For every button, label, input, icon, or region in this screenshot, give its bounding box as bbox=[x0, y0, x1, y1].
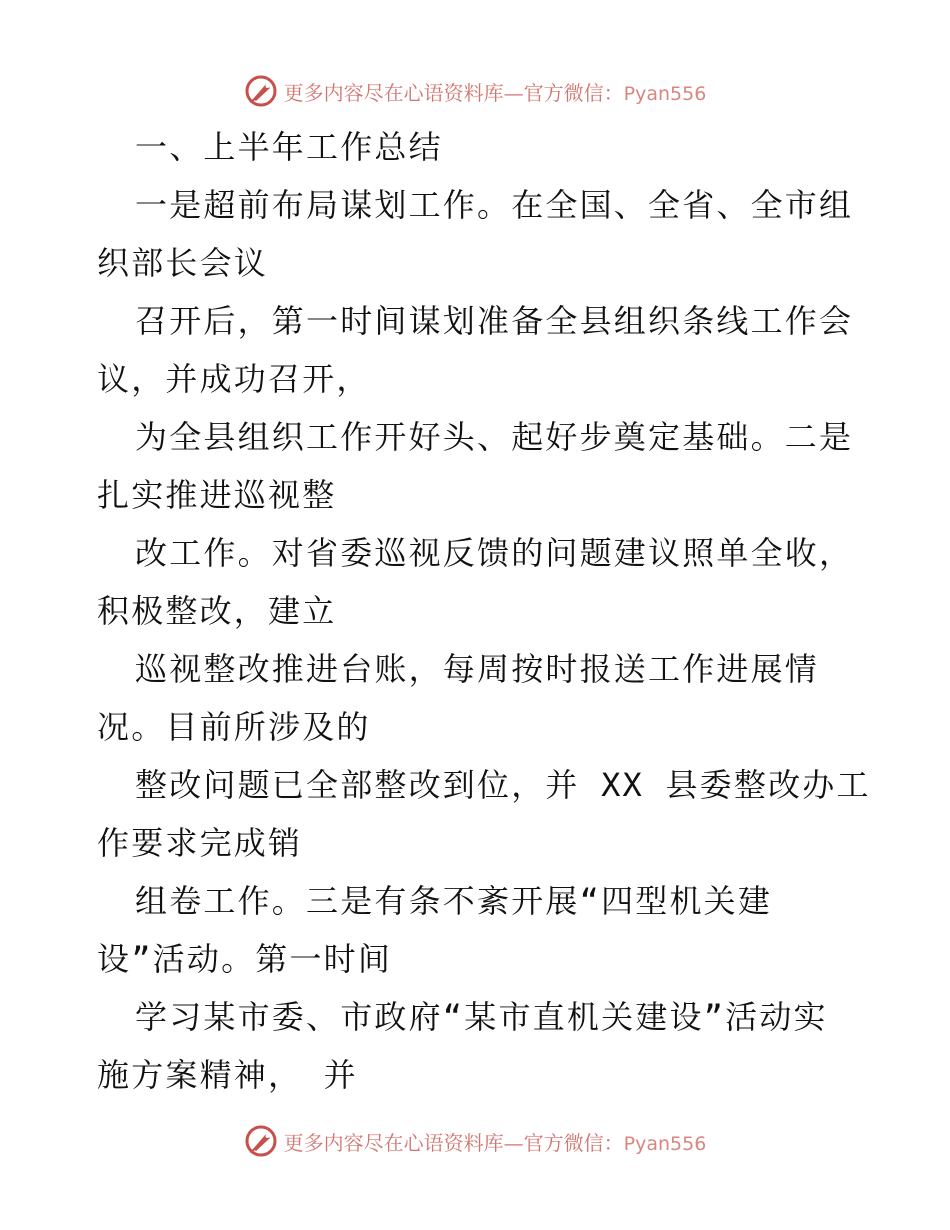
footer-watermark bbox=[0, 1121, 950, 1161]
paragraph-line: 扎实推进巡视整 bbox=[97, 476, 337, 514]
watermark-wechat-id: Pyan556 bbox=[623, 1132, 707, 1155]
watermark-wechat-id: Pyan556 bbox=[623, 82, 707, 105]
paragraph-line: 况。目前所涉及的 bbox=[97, 708, 371, 746]
pen-nib-circle-icon bbox=[244, 74, 278, 108]
document-body bbox=[97, 118, 871, 1104]
paragraph-line: 施方案精神， 并 bbox=[97, 1056, 358, 1094]
header-watermark bbox=[0, 71, 950, 111]
paragraph-line: 整改问题已全部整改到位，并 XX 县委整改办工 bbox=[135, 766, 871, 804]
paragraph-line: 巡视整改推进台账，每周按时报送工作进展情 bbox=[135, 650, 820, 688]
paragraph-line: 织部长会议 bbox=[97, 244, 269, 282]
paragraph-line: 一是超前布局谋划工作。在全国、全省、全市组 bbox=[135, 186, 854, 224]
paragraph-line: 议，并成功召开， bbox=[97, 360, 371, 398]
paragraph-line: 学习某市委、市政府“某市直机关建设”活动实 bbox=[135, 998, 828, 1036]
watermark-text: 更多内容尽在心语资料库—官方微信：Pyan556 bbox=[283, 1130, 707, 1155]
paragraph-line: 积极整改，建立 bbox=[97, 592, 337, 630]
paragraph-line: 为全县组织工作开好头、起好步奠定基础。二是 bbox=[135, 418, 854, 456]
paragraph-line: 改工作。对省委巡视反馈的问题建议照单全收， bbox=[135, 534, 854, 572]
paragraph-line: 召开后，第一时间谋划准备全县组织条线工作会 bbox=[135, 302, 854, 340]
pen-nib-circle-icon bbox=[244, 1124, 278, 1158]
paragraph-line: 组卷工作。三是有条不紊开展“四型机关建 bbox=[135, 882, 773, 920]
paragraph-line: 设”活动。第一时间 bbox=[97, 940, 393, 978]
paragraph-line: 作要求完成销 bbox=[97, 824, 303, 862]
watermark-text: 更多内容尽在心语资料库—官方微信：Pyan556 bbox=[283, 80, 707, 105]
section-heading: 一、上半年工作总结 bbox=[135, 128, 443, 166]
